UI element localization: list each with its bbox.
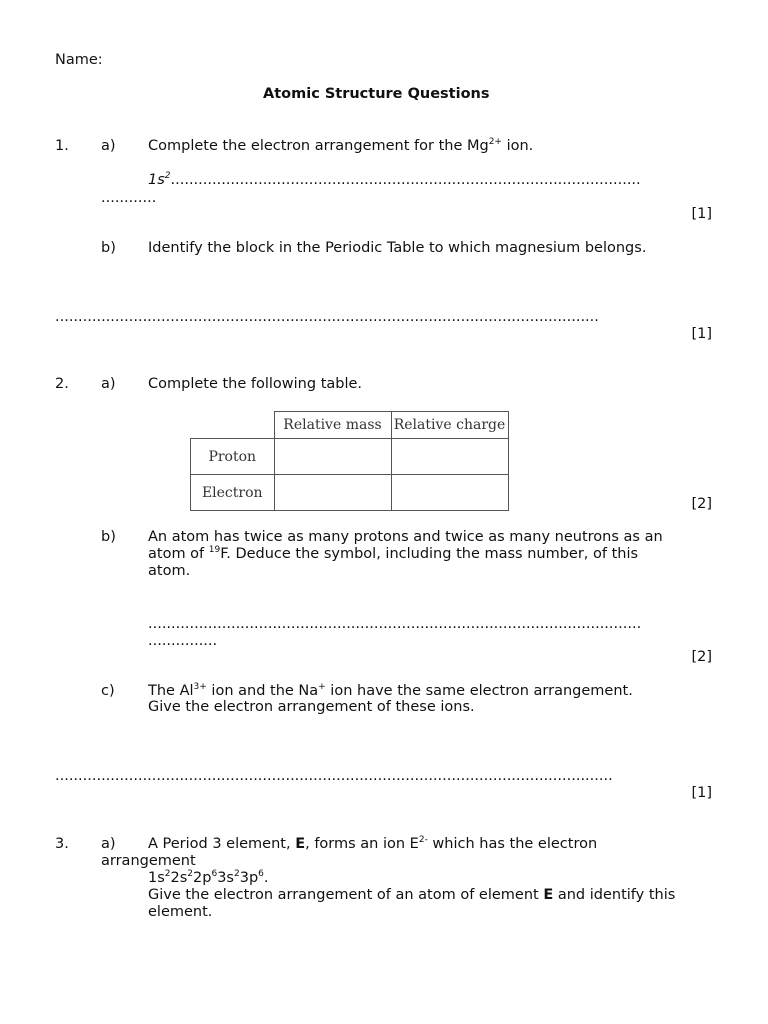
q2c-label: c) — [101, 683, 115, 699]
q2b-question-line3: atom. — [148, 563, 191, 579]
proton-mass-cell[interactable] — [274, 439, 391, 475]
electron-mass-cell[interactable] — [274, 475, 391, 511]
proton-charge-cell[interactable] — [391, 439, 508, 475]
q3-number: 3. — [55, 836, 69, 852]
q3a-question-line4: Give the electron arrangement of an atom of element E and identify this — [148, 887, 676, 903]
name-label: Name: — [55, 52, 103, 68]
q2b-label: b) — [101, 529, 116, 545]
q1b-marks: [1] — [691, 326, 712, 342]
q3a-question-line2: arrangement — [101, 853, 196, 869]
electron-charge-cell[interactable] — [391, 475, 508, 511]
table-row-label-proton: Proton — [191, 439, 275, 475]
q1a-question: Complete the electron arrangement for the $Mg^{2+}$ ion. — [148, 137, 534, 154]
q1b-label: b) — [101, 240, 116, 256]
q1a-marks: [1] — [691, 206, 712, 222]
q2c-question-line1: The $Al^{3+}$ ion and the Na+ ion have the same electron arrangement. — [148, 682, 633, 699]
q1b-answer-line[interactable]: ...................................................................................................................... — [55, 309, 599, 325]
table-header-relative-mass: Relative mass — [274, 412, 391, 439]
page-title: Atomic Structure Questions — [263, 86, 490, 102]
q2a-question: Complete the following table. — [148, 376, 363, 392]
q2a-marks: [2] — [691, 496, 712, 512]
q2c-question-line2: Give the electron arrangement of these ions. — [148, 699, 475, 715]
table-row-label-electron: Electron — [191, 475, 275, 511]
q2b-question-line2: atom of $^{19}$F. Deduce the symbol, including the mass number, of this — [148, 545, 639, 562]
table-header-relative-charge: Relative charge — [391, 412, 508, 439]
q1a-answer-line[interactable]: $1s^2$...................................................................................................... — [148, 171, 641, 188]
q1b-question: Identify the block in the Periodic Table to which magnesium belongs. — [148, 240, 647, 256]
q1-number: 1. — [55, 138, 69, 154]
q3a-question-line1: A Period 3 element, E, forms an ion $E^{2-}$ which has the electron — [148, 835, 598, 852]
q2b-question-line1: An atom has twice as many protons and twice as many neutrons as an — [148, 529, 663, 545]
q3a-label: a) — [101, 836, 116, 852]
q1a-label: a) — [101, 138, 116, 154]
q2b-answer-line-continued[interactable]: ............... — [148, 633, 218, 649]
q3a-question-line5: element. — [148, 904, 213, 920]
q2c-marks: [1] — [691, 785, 712, 801]
q1a-answer-line-continued[interactable]: ............ — [101, 190, 157, 206]
q2b-answer-line[interactable]: ........................................................................................................... — [148, 616, 642, 632]
q2b-marks: [2] — [691, 649, 712, 665]
q2a-label: a) — [101, 376, 116, 392]
particle-table — [190, 411, 509, 511]
table-corner — [191, 412, 275, 439]
q2c-answer-line[interactable]: ......................................................................................................................... — [55, 768, 613, 784]
q2-number: 2. — [55, 376, 69, 392]
q3a-electron-config: $1s^22s^22p^63s^23p^6$. — [148, 869, 269, 886]
